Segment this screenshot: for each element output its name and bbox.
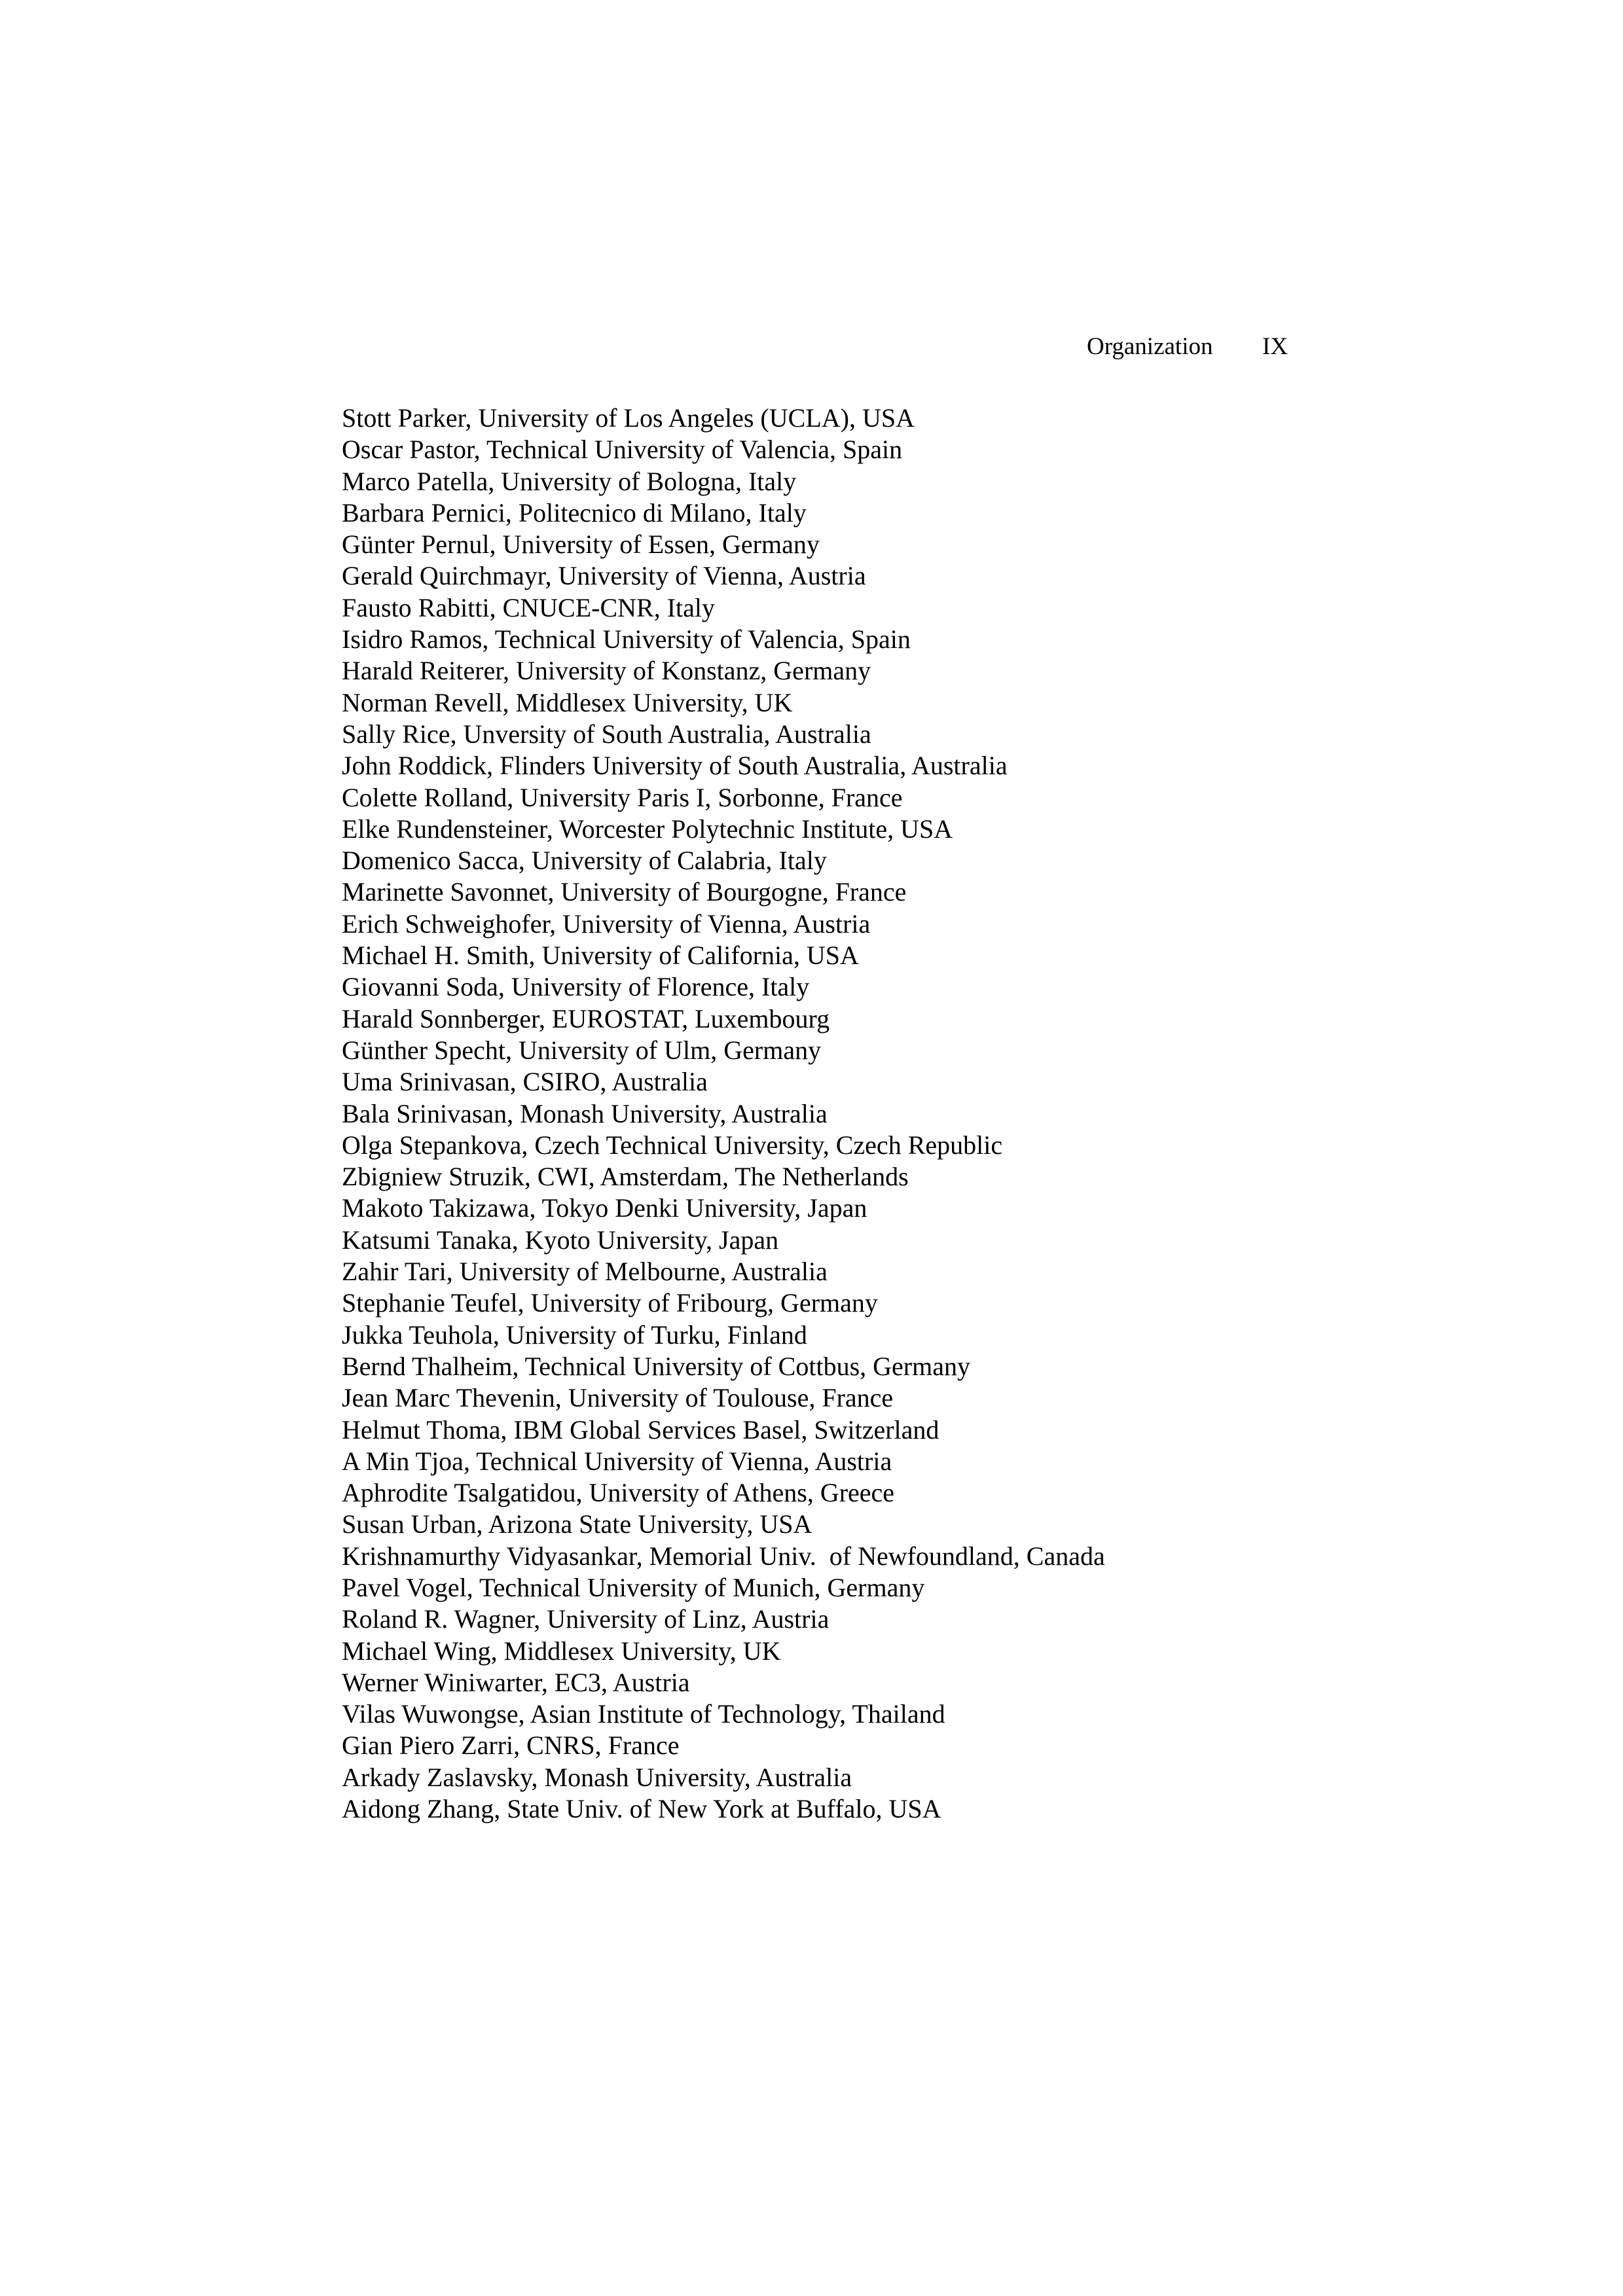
committee-member: Barbara Pernici, Politecnico di Milano, Italy [342,497,807,528]
committee-member: Sally Rice, Unversity of South Australia, Australia [342,719,871,749]
committee-member: Norman Revell, Middlesex University, UK [342,687,793,717]
committee-member: Susan Urban, Arizona State University, USA [342,1509,812,1539]
committee-member: Krishnamurthy Vidyasankar, Memorial Univ. of Newfoundland, Canada [342,1541,1105,1571]
section-title: Organization [1087,333,1213,360]
committee-member: Michael Wing, Middlesex University, UK [342,1636,781,1666]
running-head [1087,331,1296,363]
committee-member: Harald Reiterer, University of Konstanz, Germany [342,656,871,686]
committee-member: Olga Stepankova, Czech Technical University, Czech Republic [342,1130,1003,1160]
committee-member: Jukka Teuhola, University of Turku, Finland [342,1319,807,1350]
committee-member: Uma Srinivasan, CSIRO, Australia [342,1067,708,1097]
committee-member: Oscar Pastor, Technical University of Valencia, Spain [342,435,903,465]
committee-member: Vilas Wuwongse, Asian Institute of Technology, Thailand [342,1699,945,1729]
committee-member: Marinette Savonnet, University of Bourgogne, France [342,877,907,907]
committee-member: Elke Rundensteiner, Worcester Polytechnic Institute, USA [342,814,953,844]
committee-member: Gerald Quirchmayr, University of Vienna, Austria [342,561,866,591]
committee-member: Helmut Thoma, IBM Global Services Basel, Switzerland [342,1414,939,1444]
committee-member: Pavel Vogel, Technical University of Munich, Germany [342,1572,925,1602]
committee-member: Domenico Sacca, University of Calabria, Italy [342,846,827,876]
committee-member: Zahir Tari, University of Melbourne, Australia [342,1257,828,1287]
committee-member: Bala Srinivasan, Monash University, Australia [342,1098,828,1128]
committee-member: Stephanie Teufel, University of Fribourg, Germany [342,1288,878,1318]
committee-member: Makoto Takizawa, Tokyo Denki University, Japan [342,1193,867,1223]
committee-member: Bernd Thalheim, Technical University of Cottbus, Germany [342,1351,970,1381]
committee-member: Fausto Rabitti, CNUCE-CNR, Italy [342,592,715,622]
committee-member: Zbigniew Struzik, CWI, Amsterdam, The Netherlands [342,1162,909,1192]
committee-member: Marco Patella, University of Bologna, Italy [342,466,797,496]
committee-member: Roland R. Wagner, University of Linz, Austria [342,1604,830,1634]
committee-member-list [342,403,1520,1825]
committee-member: Stott Parker, University of Los Angeles (UCLA), USA [342,403,915,433]
committee-member: Aphrodite Tsalgatidou, University of Athens, Greece [342,1478,895,1508]
committee-member: Aidong Zhang, State Univ. of New York at Buffalo, USA [342,1794,941,1824]
committee-member: Michael H. Smith, University of California, USA [342,941,859,971]
committee-member: Günter Pernul, University of Essen, Germany [342,529,820,560]
committee-member: Colette Rolland, University Paris I, Sorbonne, France [342,782,903,812]
committee-member: Erich Schweighofer, University of Vienna, Austria [342,908,871,939]
committee-member: Werner Winiwarter, EC3, Austria [342,1667,690,1697]
committee-member: Jean Marc Thevenin, University of Toulouse, France [342,1383,894,1413]
committee-member: John Roddick, Flinders University of South Australia, Australia [342,751,1008,781]
committee-member: Günther Specht, University of Ulm, Germany [342,1035,822,1065]
committee-member: Isidro Ramos, Technical University of Valencia, Spain [342,624,911,655]
committee-member: Katsumi Tanaka, Kyoto University, Japan [342,1225,779,1255]
committee-member: A Min Tjoa, Technical University of Vienna, Austria [342,1446,892,1476]
committee-member: Arkady Zaslavsky, Monash University, Australia [342,1762,852,1792]
committee-member: Giovanni Soda, University of Florence, Italy [342,972,810,1002]
page-number: IX [1262,333,1288,360]
committee-member: Harald Sonnberger, EUROSTAT, Luxembourg [342,1003,830,1033]
committee-member: Gian Piero Zarri, CNRS, France [342,1731,680,1761]
